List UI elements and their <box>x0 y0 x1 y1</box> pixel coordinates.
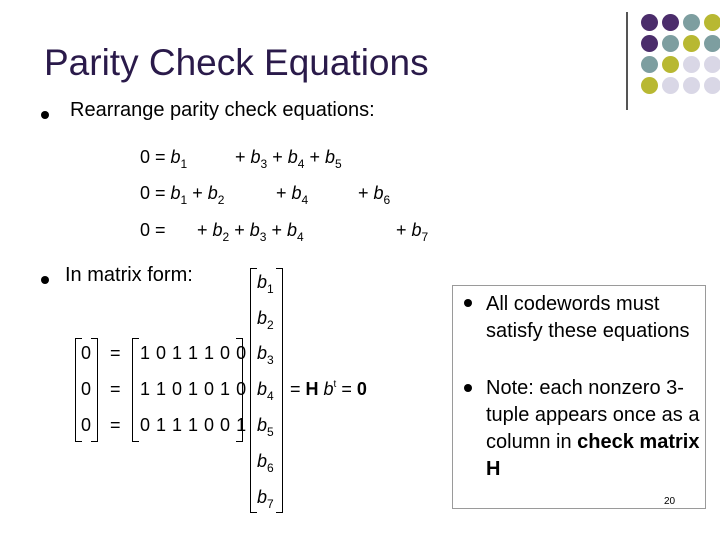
dot-icon <box>704 14 720 31</box>
dot-icon <box>683 56 700 73</box>
bullet-icon <box>41 276 49 284</box>
equals-1: = <box>110 379 121 399</box>
dot-icon <box>641 56 658 73</box>
dot-icon <box>641 77 658 94</box>
dot-icon <box>662 14 679 31</box>
dot-icon <box>662 56 679 73</box>
b-vector-4: $b_4$ <box>257 379 274 403</box>
b-vector-2: $b_2$ <box>257 308 274 332</box>
zero-0: 0 <box>81 343 92 363</box>
slide-title: Parity Check Equations <box>44 42 429 83</box>
equals-2: = <box>110 415 121 435</box>
bullet-rearrange: Rearrange parity check equations: <box>70 99 375 121</box>
dot-icon <box>641 14 658 31</box>
dot-icon <box>683 35 700 52</box>
b-vector-6: $b_6$ <box>257 451 274 475</box>
dot-icon <box>704 35 720 52</box>
side-note-2: Note: each nonzero 3-tuple appears once as a column in check matrix H <box>486 377 700 480</box>
zero-vector-right-bracket <box>91 338 98 442</box>
h-row-0: 1 0 1 1 1 0 0 <box>140 343 247 363</box>
side-note-1: All codewords must satisfy these equations <box>486 293 690 342</box>
bullet-icon <box>41 111 49 119</box>
dot-icon <box>662 77 679 94</box>
b-vector-1: $b_1$ <box>257 272 274 296</box>
b-vector-5: $b_5$ <box>257 415 274 439</box>
equation-3: 0 = + $b_2 + b_3 + b_4$ + $b_7$ <box>140 220 429 244</box>
b-vector-7: $b_7$ <box>257 487 274 511</box>
bullet-icon <box>464 299 472 307</box>
dot-icon <box>683 77 700 94</box>
b-vector-left-bracket <box>250 268 257 513</box>
dot-icon <box>704 56 720 73</box>
equals-0: = <box>110 343 121 363</box>
h-row-1: 1 1 0 1 0 1 0 <box>140 379 247 399</box>
bullet-matrix-form: In matrix form: <box>65 264 193 286</box>
equation-1 <box>140 147 342 171</box>
eq1-lhs: $0 = b_1$ <box>140 147 188 171</box>
dot-icon <box>662 35 679 52</box>
dot-icon <box>641 35 658 52</box>
h-matrix-left-bracket <box>132 338 139 442</box>
dot-icon <box>683 14 700 31</box>
h-row-2: 0 1 1 1 0 0 1 <box>140 415 247 435</box>
bullet-icon <box>464 384 472 392</box>
page-number: 20 <box>664 496 676 507</box>
b-vector-3: $b_3$ <box>257 343 274 367</box>
zero-1: 0 <box>81 379 92 399</box>
equation-2: $0 = b_1 + b_2$ + $b_4$ + $b_6$ <box>140 183 391 207</box>
product-rhs: = H $b^t = 0$ <box>290 379 367 399</box>
zero-2: 0 <box>81 415 92 435</box>
divider-line <box>626 12 628 110</box>
dot-icon <box>704 77 720 94</box>
b-vector-right-bracket <box>276 268 283 513</box>
eq1-rhs: + $b_3 + b_4 + b_5$ <box>235 147 342 171</box>
